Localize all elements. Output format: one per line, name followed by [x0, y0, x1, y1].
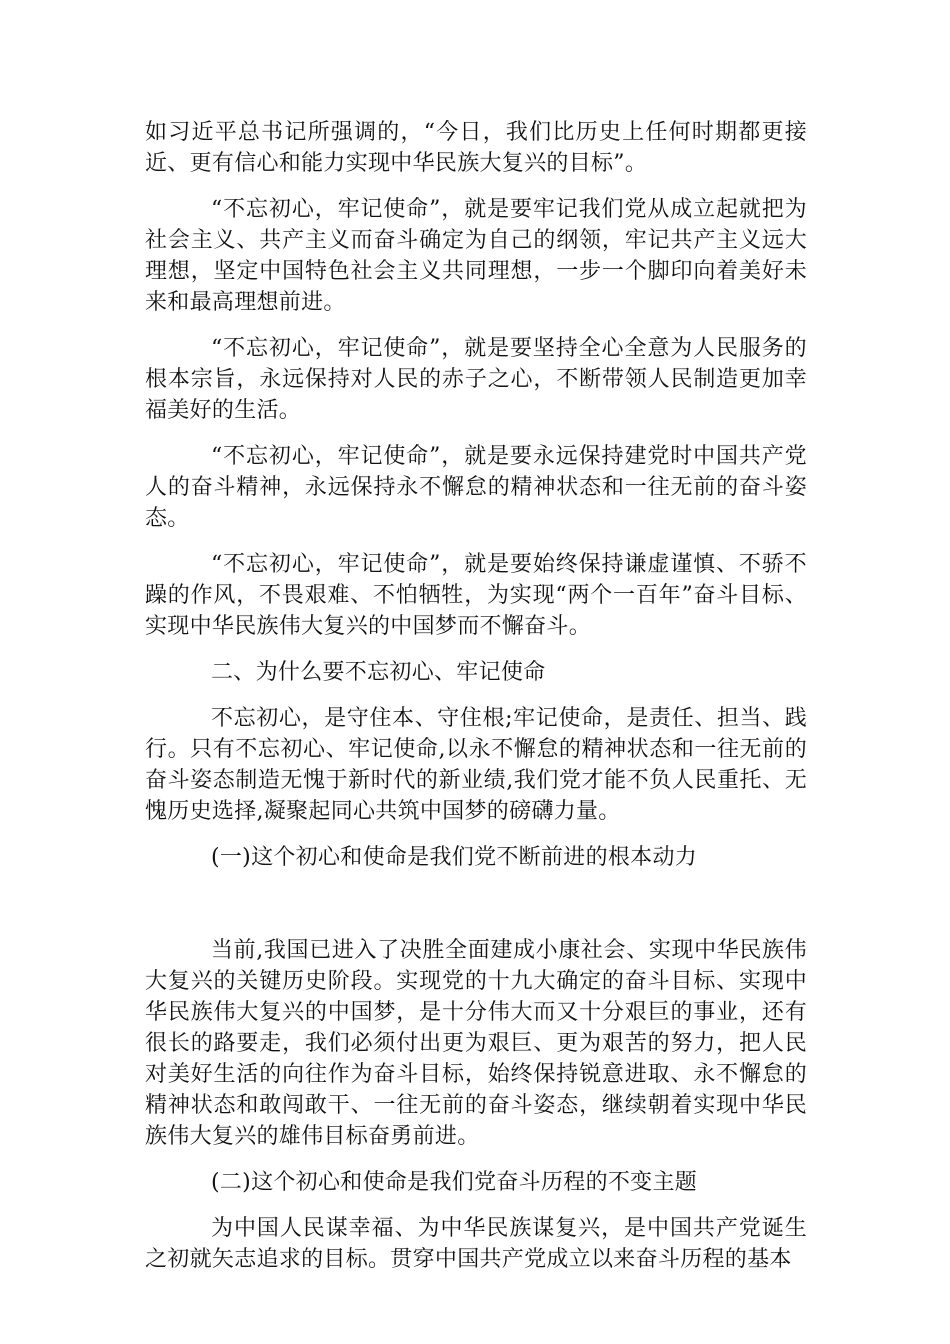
subheading-constant-theme: (二)这个初心和使命是我们党奋斗历程的不变主题: [211, 1170, 698, 1195]
blank-gap: [145, 888, 807, 935]
paragraph-continuation: 如习近平总书记所强调的，“今日，我们比历史上任何时期都更接近、更有信心和能力实现中华民族大复兴的目标”。: [145, 120, 807, 176]
paragraph-happiness: 为中国人民谋幸福、为中华民族谋复兴，是中国共产党诞生之初就矢志追求的目标。贯穿中国共产党成立以来奋斗历程的基本: [145, 1216, 807, 1272]
paragraph-current-stage: 当前,我国已进入了决胜全面建成小康社会、实现中华民族伟大复兴的关键历史阶段。实现党的十九大确定的奋斗目标、实现中华民族伟大复兴的中国梦，是十分伟大而又十分艰巨的事业，还有很长的路要走，我们必须付出更为艰巨、更为艰苦的努力，把人民对美好生活的向往作为奋斗目标，始终保持锐意进取、永不懈怠的精神状态和敢闯敢干、一往无前的奋斗姿态，继续朝着实现中华民族伟大复兴的雄伟目标奋勇前进。: [145, 938, 807, 1149]
paragraph-spirit: “不忘初心，牢记使命”，就是要永远保持建党时中国共产党人的奋斗精神，永远保持永不懈怠的精神状态和一往无前的奋斗姿态。: [145, 444, 807, 531]
document-body: [145, 117, 807, 1290]
paragraph-ideal: “不忘初心，牢记使命”，就是要牢记我们党从成立起就把为社会主义、共产主义而奋斗确定为自己的纲领，牢记共产主义远大理想，坚定中国特色社会主义共同理想，一步一个脚印向着美好未来和最高理想前进。: [145, 197, 807, 315]
subheading-driving-force: (一)这个初心和使命是我们党不断前进的根本动力: [211, 845, 698, 870]
paragraph-style: “不忘初心，牢记使命”，就是要始终保持谦虚谨慎、不骄不躁的作风，不畏艰难、不怕牺牲，为实现“两个一百年”奋斗目标、实现中华民族伟大复兴的中国梦而不懈奋斗。: [145, 552, 807, 639]
paragraph-why: 不忘初心，是守住本、守住根;牢记使命，是责任、担当、践行。只有不忘初心、牢记使命,以永不懈怠的精神状态和一往无前的奋斗姿态制造无愧于新时代的新业绩,我们党才能不负人民重托、无愧历史选择,凝聚起同心共筑中国梦的磅礴力量。: [145, 706, 807, 824]
paragraph-people: “不忘初心，牢记使命”，就是要坚持全心全意为人民服务的根本宗旨，永远保持对人民的赤子之心，不断带领人民制造更加幸福美好的生活。: [145, 336, 807, 423]
section-heading-why: 二、为什么要不忘初心、牢记使命: [211, 660, 546, 685]
